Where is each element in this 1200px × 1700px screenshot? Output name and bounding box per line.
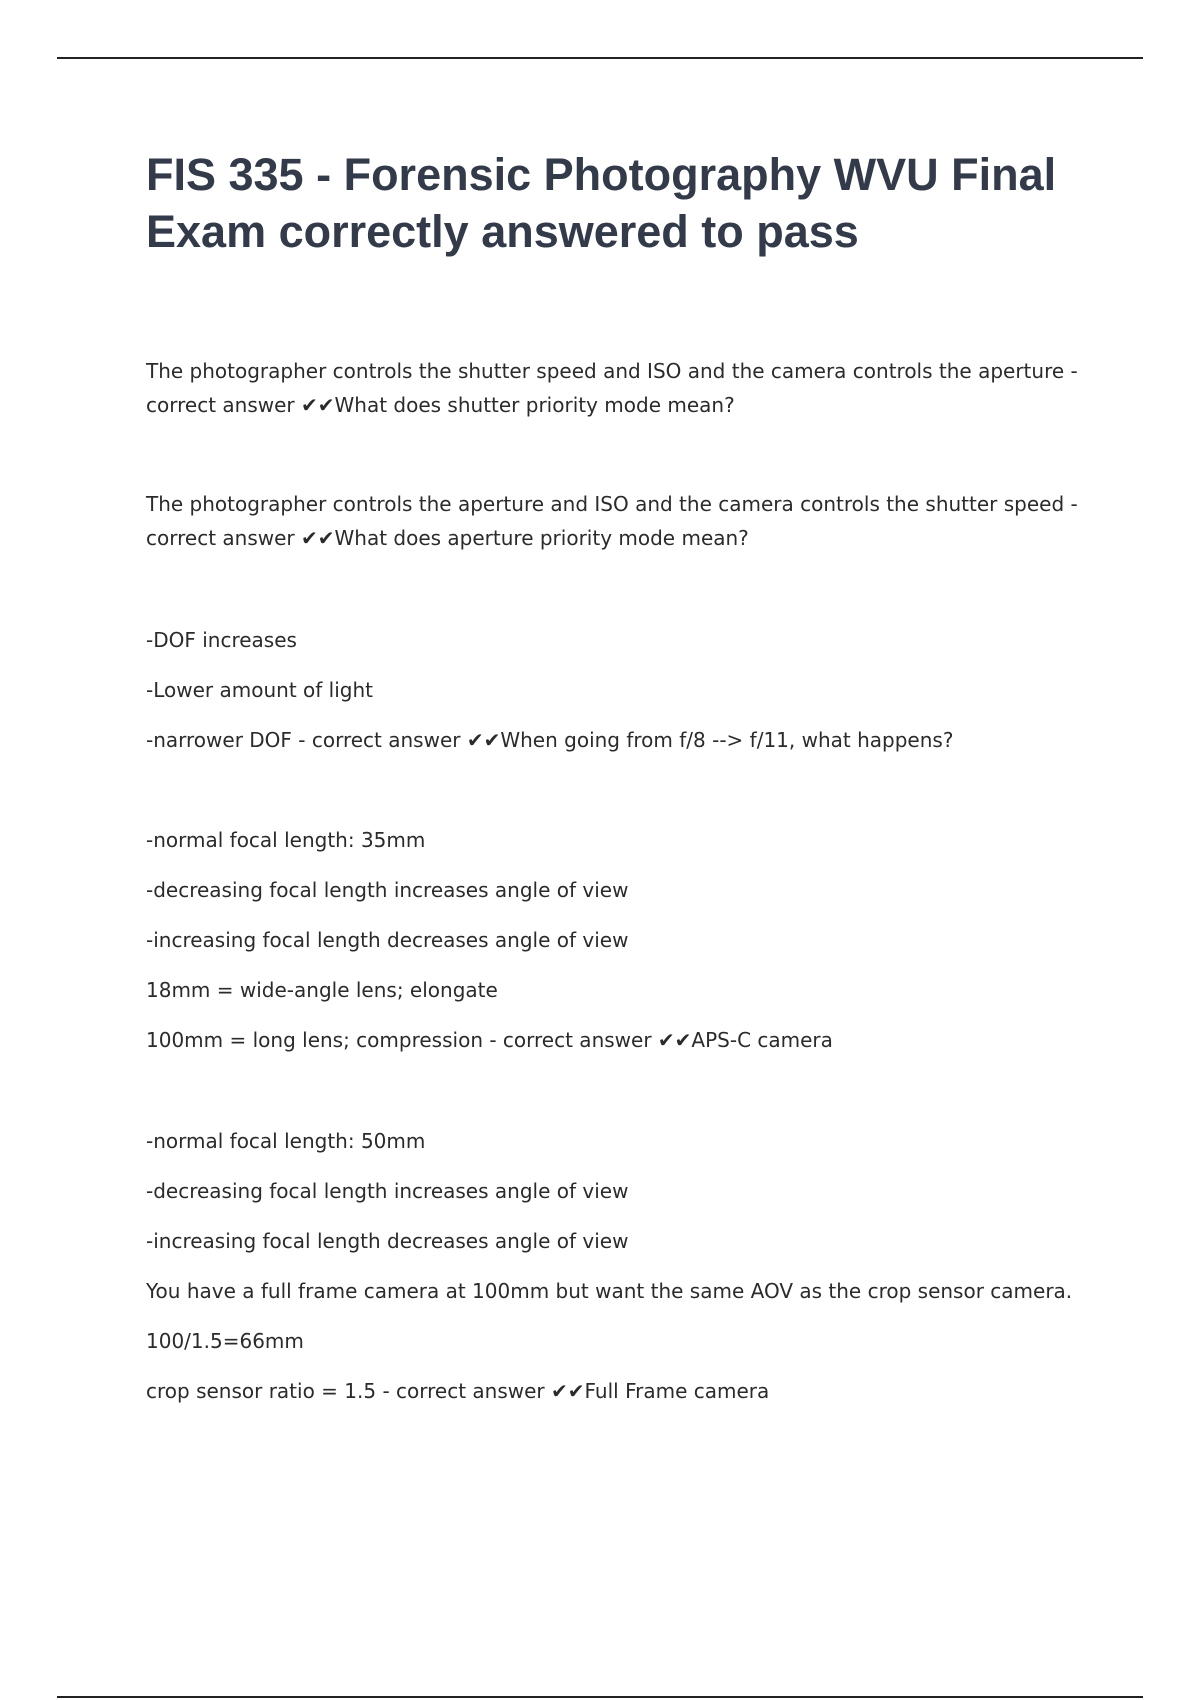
qa-line: -DOF increases — [146, 628, 297, 652]
qa-line: crop sensor ratio = 1.5 - correct answer ✔✔Full Frame camera — [146, 1379, 770, 1403]
qa-line: -increasing focal length decreases angle of view — [146, 928, 629, 952]
top-rule — [57, 57, 1143, 59]
qa-card-aps-c-camera — [146, 815, 1096, 1065]
qa-line: -decreasing focal length increases angle of view — [146, 1179, 629, 1203]
qa-card-shutter-priority — [146, 354, 1096, 422]
qa-line: The photographer controls the aperture and ISO and the camera controls the shutter speed - correct answer ✔✔What does aperture priority mode mean? — [146, 492, 1078, 550]
qa-line: -increasing focal length decreases angle of view — [146, 1229, 629, 1253]
qa-line: -normal focal length: 35mm — [146, 828, 426, 852]
qa-line: 100/1.5=66mm — [146, 1329, 304, 1353]
qa-line: -Lower amount of light — [146, 678, 373, 702]
qa-card-aperture-priority — [146, 487, 1096, 555]
qa-line: -decreasing focal length increases angle of view — [146, 878, 629, 902]
qa-line: The photographer controls the shutter speed and ISO and the camera controls the aperture - correct answer ✔✔What does shutter priority mode mean? — [146, 359, 1078, 417]
qa-line: 18mm = wide-angle lens; elongate — [146, 978, 498, 1002]
qa-line: -narrower DOF - correct answer ✔✔When going from f/8 --> f/11, what happens? — [146, 728, 954, 752]
qa-card-f-stop-change — [146, 615, 1096, 765]
qa-card-full-frame-camera — [146, 1116, 1096, 1416]
bottom-rule — [57, 1696, 1143, 1698]
qa-line: -normal focal length: 50mm — [146, 1129, 426, 1153]
page-title: FIS 335 - Forensic Photography WVU Final Exam correctly answered to pass — [146, 149, 1057, 257]
qa-line: You have a full frame camera at 100mm but want the same AOV as the crop sensor camera. — [146, 1279, 1073, 1303]
qa-line: 100mm = long lens; compression - correct answer ✔✔APS-C camera — [146, 1028, 833, 1052]
